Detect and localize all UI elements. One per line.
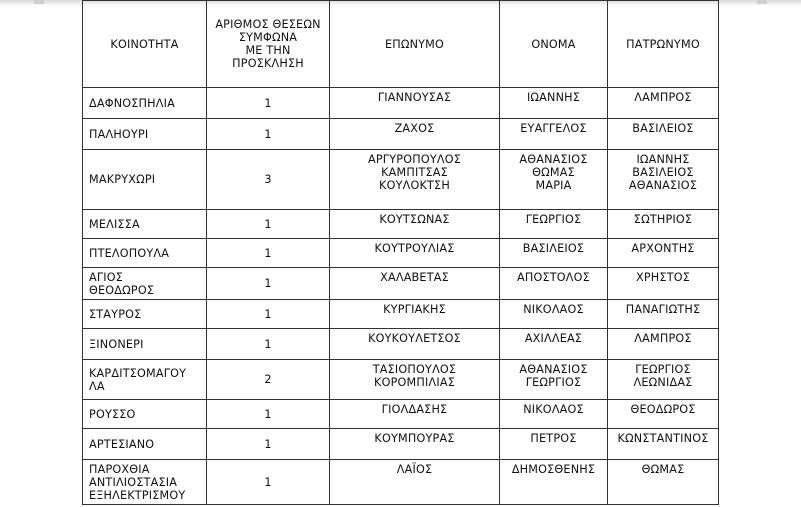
cell-name: ΝΙΚΟΛΑΟΣ bbox=[500, 400, 608, 429]
page-corner-mark-right bbox=[757, 0, 767, 4]
cell-community: ΣΤΑΥΡΟΣ bbox=[83, 300, 207, 329]
cell-community: ΜΑΚΡΥΧΩΡΙ bbox=[83, 150, 207, 210]
cell-patronymic: ΧΡΗΣΤΟΣ bbox=[608, 268, 719, 300]
cell-seats: 3 bbox=[207, 150, 330, 210]
cell-community: ΡΟΥΣΣΟ bbox=[83, 400, 207, 429]
cell-seats: 1 bbox=[207, 329, 330, 360]
cell-surname: ΑΡΓΥΡΟΠΟΥΛΟΣ ΚΑΜΠΙΤΣΑΣ ΚΟΥΛΟΚΤΣΗ bbox=[330, 150, 500, 210]
header-seats: ΑΡΙΘΜΟΣ ΘΕΣΕΩΝ ΣΥΜΦΩΝΑ ΜΕ ΤΗΝ ΠΡΟΣΚΛΗΣΗ bbox=[207, 1, 330, 88]
cell-patronymic: ΘΕΟΔΩΡΟΣ bbox=[608, 400, 719, 429]
table-row bbox=[83, 150, 719, 210]
cell-name: ΔΗΜΟΣΘΕΝΗΣ bbox=[500, 460, 608, 505]
cell-surname: ΖΑΧΟΣ bbox=[330, 119, 500, 150]
cell-seats: 1 bbox=[207, 210, 330, 239]
cell-surname: ΓΙΑΝΝΟΥΣΑΣ bbox=[330, 88, 500, 119]
cell-name: ΠΕΤΡΟΣ bbox=[500, 429, 608, 460]
cell-name: ΑΘΑΝΑΣΙΟΣ ΓΕΩΡΓΙΟΣ bbox=[500, 360, 608, 400]
cell-community: ΠΑΡΟΧΘΙΑ ΑΝΤΙΛΙΟΣΤΑΣΙΑ ΕΞΗΛΕΚΤΡΙΣΜΟΥ bbox=[83, 460, 207, 505]
cell-patronymic: ΣΩΤΗΡΙΟΣ bbox=[608, 210, 719, 239]
cell-community: ΚΑΡΔΙΤΣΟΜΑΓΟΥ ΛΑ bbox=[83, 360, 207, 400]
cell-community: ΞΙΝΟΝΕΡΙ bbox=[83, 329, 207, 360]
cell-name: ΓΕΩΡΓΙΟΣ bbox=[500, 210, 608, 239]
cell-patronymic: ΠΑΝΑΓΙΩΤΗΣ bbox=[608, 300, 719, 329]
header-community: ΚΟΙΝΟΤΗΤΑ bbox=[83, 1, 207, 88]
cell-surname: ΓΙΟΛΔΑΣΗΣ bbox=[330, 400, 500, 429]
cell-community: ΑΡΤΕΣΙΑΝΟ bbox=[83, 429, 207, 460]
cell-patronymic: ΙΩΑΝΝΗΣ ΒΑΣΙΛΕΙΟΣ ΑΘΑΝΑΣΙΟΣ bbox=[608, 150, 719, 210]
cell-name: ΑΧΙΛΛΕΑΣ bbox=[500, 329, 608, 360]
cell-patronymic: ΘΩΜΑΣ bbox=[608, 460, 719, 505]
cell-name: ΙΩΑΝΝΗΣ bbox=[500, 88, 608, 119]
cell-name: ΝΙΚΟΛΑΟΣ bbox=[500, 300, 608, 329]
table-header-row bbox=[83, 1, 719, 88]
cell-surname: ΚΟΥΤΡΟΥΛΙΑΣ bbox=[330, 239, 500, 268]
cell-seats: 1 bbox=[207, 268, 330, 300]
cell-name: ΑΘΑΝΑΣΙΟΣ ΘΩΜΑΣ ΜΑΡΙΑ bbox=[500, 150, 608, 210]
cell-surname: ΚΟΥΚΟΥΛΕΤΣΟΣ bbox=[330, 329, 500, 360]
cell-community: ΑΓΙΟΣ ΘΕΟΔΩΡΟΣ bbox=[83, 268, 207, 300]
table-row bbox=[83, 329, 719, 360]
table-row bbox=[83, 268, 719, 300]
cell-patronymic: ΑΡΧΟΝΤΗΣ bbox=[608, 239, 719, 268]
header-name: ΟΝΟΜΑ bbox=[500, 1, 608, 88]
page-corner-mark-left bbox=[34, 0, 44, 4]
cell-surname: ΛΑΪΟΣ bbox=[330, 460, 500, 505]
cell-seats: 2 bbox=[207, 360, 330, 400]
cell-patronymic: ΓΕΩΡΓΙΟΣ ΛΕΩΝΙΔΑΣ bbox=[608, 360, 719, 400]
table-row bbox=[83, 360, 719, 400]
cell-name: ΕΥΑΓΓΕΛΟΣ bbox=[500, 119, 608, 150]
cell-patronymic: ΛΑΜΠΡΟΣ bbox=[608, 88, 719, 119]
cell-community: ΠΤΕΛΟΠΟΥΛΑ bbox=[83, 239, 207, 268]
cell-community: ΔΑΦΝΟΣΠΗΛΙΑ bbox=[83, 88, 207, 119]
header-patronymic: ΠΑΤΡΩΝΥΜΟ bbox=[608, 1, 719, 88]
table-row bbox=[83, 119, 719, 150]
cell-surname: ΚΟΥΤΣΩΝΑΣ bbox=[330, 210, 500, 239]
cell-name: ΒΑΣΙΛΕΙΟΣ bbox=[500, 239, 608, 268]
table-row bbox=[83, 400, 719, 429]
table-row bbox=[83, 460, 719, 505]
cell-seats: 1 bbox=[207, 88, 330, 119]
cell-seats: 1 bbox=[207, 119, 330, 150]
cell-seats: 1 bbox=[207, 400, 330, 429]
cell-seats: 1 bbox=[207, 239, 330, 268]
table-row bbox=[83, 88, 719, 119]
cell-community: ΜΕΛΙΣΣΑ bbox=[83, 210, 207, 239]
cell-surname: ΚΥΡΓΙΑΚΗΣ bbox=[330, 300, 500, 329]
table-row bbox=[83, 300, 719, 329]
cell-seats: 1 bbox=[207, 429, 330, 460]
cell-surname: ΚΟΥΜΠΟΥΡΑΣ bbox=[330, 429, 500, 460]
cell-patronymic: ΛΑΜΠΡΟΣ bbox=[608, 329, 719, 360]
table-row bbox=[83, 210, 719, 239]
cell-surname: ΧΑΛΑΒΕΤΑΣ bbox=[330, 268, 500, 300]
cell-surname: ΤΑΣΙΟΠΟΥΛΟΣ ΚΟΡΟΜΠΙΛΙΑΣ bbox=[330, 360, 500, 400]
cell-community: ΠΑΛΗΟΥΡΙ bbox=[83, 119, 207, 150]
cell-seats: 1 bbox=[207, 460, 330, 505]
table-row bbox=[83, 239, 719, 268]
cell-name: ΑΠΟΣΤΟΛΟΣ bbox=[500, 268, 608, 300]
cell-seats: 1 bbox=[207, 300, 330, 329]
header-surname: ΕΠΩΝΥΜΟ bbox=[330, 1, 500, 88]
candidates-table bbox=[82, 0, 719, 505]
cell-patronymic: ΒΑΣΙΛΕΙΟΣ bbox=[608, 119, 719, 150]
table-row bbox=[83, 429, 719, 460]
cell-patronymic: ΚΩΝΣΤΑΝΤΙΝΟΣ bbox=[608, 429, 719, 460]
